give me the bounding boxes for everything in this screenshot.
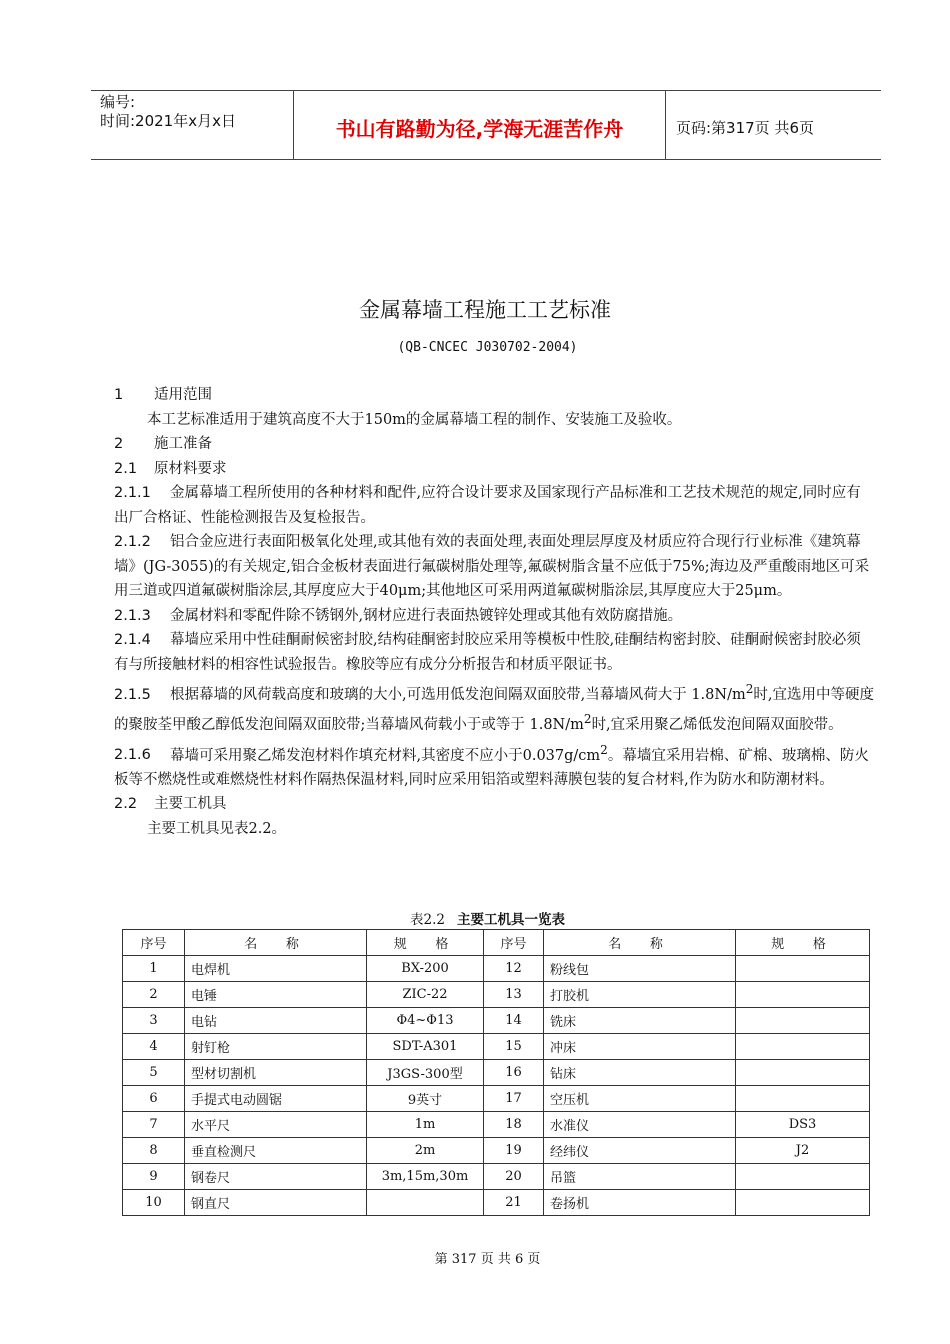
- clause-text: 时,宜采用聚乙烯低发泡间隔双面胶带。: [591, 717, 843, 734]
- table-row: [123, 1164, 870, 1190]
- row-number: 12: [484, 956, 544, 982]
- paragraph: [114, 481, 874, 530]
- tool-name: 电锤: [185, 982, 367, 1008]
- paragraph: 主要工机具见表2.2。: [147, 820, 287, 837]
- table-row: [123, 1060, 870, 1086]
- section-number: 2.2: [114, 796, 138, 813]
- tool-name: 电焊机: [185, 956, 367, 982]
- tool-name: 手提式电动圆锯: [185, 1086, 367, 1112]
- tool-spec: 9英寸: [367, 1086, 484, 1112]
- row-number: 4: [123, 1034, 185, 1060]
- table-caption-title: 主要工机具一览表: [456, 912, 565, 928]
- tool-name: 钢直尺: [185, 1190, 367, 1216]
- doc-number-label: 编号:: [100, 93, 136, 111]
- page-footer: 第 317 页 共 6 页: [434, 1252, 541, 1267]
- row-number: 13: [484, 982, 544, 1008]
- clause-text: 金属材料和零配件除不锈钢外,钢材应进行表面热镀锌处理或其他有效防腐措施。: [170, 607, 683, 624]
- column-header: 名 称: [544, 930, 736, 956]
- table-row: [123, 1008, 870, 1034]
- column-header: 序号: [484, 930, 544, 956]
- row-number: 7: [123, 1112, 185, 1138]
- tool-name: 射钉枪: [185, 1034, 367, 1060]
- column-header: 规 格: [736, 930, 870, 956]
- column-header: 规 格: [367, 930, 484, 956]
- table-row: [123, 1138, 870, 1164]
- row-number: 14: [484, 1008, 544, 1034]
- clause-text: 时,宜选用中等硬度的聚胺荃甲酸乙醇低发泡间隔双面胶带;当幕墙风荷载小于或等于 1.8N/m: [114, 686, 875, 734]
- table-row: [123, 956, 870, 982]
- clause-text: 幕墙应采用中性硅酮耐候密封胶,结构硅酮密封胶应采用等模板中性胶,硅酮结构密封胶、硅酮耐候密封胶必须有与所接触材料的相容性试验报告。橡胶等应有成分分析报告和材质平限证书。: [114, 632, 861, 673]
- section-title: 施工准备: [154, 436, 212, 452]
- section-heading: [114, 457, 874, 482]
- tool-spec: DS3: [736, 1112, 870, 1138]
- superscript: 2: [600, 742, 608, 757]
- tool-name: 打胶机: [544, 982, 736, 1008]
- clause-number: 2.1.4: [114, 632, 151, 648]
- tool-name: 空压机: [544, 1086, 736, 1112]
- clause-number: 2.1.3: [114, 607, 151, 624]
- header-divider: [665, 91, 666, 159]
- row-number: 16: [484, 1060, 544, 1086]
- tool-spec: J3GS-300型: [367, 1060, 484, 1086]
- section-number: 1: [114, 387, 124, 403]
- section-title: 原材料要求: [154, 460, 227, 477]
- row-number: 18: [484, 1112, 544, 1138]
- tool-spec: [367, 1190, 484, 1216]
- header-motto: 书山有路勤为径,学海无涯苦作舟: [335, 117, 624, 141]
- table-caption: [0, 908, 950, 928]
- table-caption-number: 表2.2: [410, 912, 445, 928]
- tools-table: [122, 929, 870, 1216]
- paragraph: [114, 677, 874, 738]
- tool-spec: 3m,15m,30m: [367, 1164, 484, 1190]
- section-title: 主要工机具: [154, 796, 227, 813]
- tool-spec: [736, 956, 870, 982]
- row-number: 1: [123, 956, 185, 982]
- tool-name: 钢卷尺: [185, 1164, 367, 1190]
- row-number: 3: [123, 1008, 185, 1034]
- tool-name: 吊篮: [544, 1164, 736, 1190]
- document-code: (QB-CNCEC J030702-2004): [397, 340, 578, 355]
- row-number: 19: [484, 1138, 544, 1164]
- page-header: [91, 90, 881, 160]
- clause-text: 。幕墙宜采用岩棉、矿棉、玻璃棉、防火板等不燃烧性或难燃烧性材料作隔热保温材料,同时应采用铝箔或塑料薄膜包装的复合材料,作为防水和防潮材料。: [114, 747, 869, 788]
- tool-name: 铣床: [544, 1008, 736, 1034]
- row-number: 5: [123, 1060, 185, 1086]
- clause-number: 2.1.1: [114, 485, 151, 501]
- table-row: [123, 1190, 870, 1216]
- clause-number: 2.1.5: [114, 686, 151, 703]
- tool-name: 水准仪: [544, 1112, 736, 1138]
- section-heading: [114, 432, 874, 457]
- row-number: 2: [123, 982, 185, 1008]
- superscript: 2: [745, 682, 754, 696]
- table-header-row: [123, 930, 870, 956]
- tool-name: 冲床: [544, 1034, 736, 1060]
- tool-spec: [736, 1060, 870, 1086]
- tool-spec: [736, 982, 870, 1008]
- row-number: 20: [484, 1164, 544, 1190]
- doc-date: 时间:2021年x月x日: [100, 112, 236, 130]
- clause-text: 根据幕墙的风荷载高度和玻璃的大小,可选用低发泡间隔双面胶带,当幕墙风荷大于 1.8N/m: [170, 686, 746, 703]
- tool-spec: Φ4~Φ13: [367, 1008, 484, 1034]
- table-row: [123, 1112, 870, 1138]
- tool-name: 经纬仪: [544, 1138, 736, 1164]
- tool-spec: ZIC-22: [367, 982, 484, 1008]
- row-number: 9: [123, 1164, 185, 1190]
- tool-spec: SDT-A301: [367, 1034, 484, 1060]
- column-header: 序号: [123, 930, 185, 956]
- row-number: 8: [123, 1138, 185, 1164]
- paragraph: [114, 738, 874, 793]
- section-heading: [114, 792, 874, 817]
- tool-spec: 1m: [367, 1112, 484, 1138]
- tool-name: 水平尺: [185, 1112, 367, 1138]
- clause-text: 铝合金应进行表面阳极氧化处理,或其他有效的表面处理,表面处理层厚度及材质应符合现行行业标准《建筑幕墙》(JG-3055)的有关规定,铝合金板材表面进行氟碳树脂处理等,氟碳树脂含量不应低于75%;海边及严重酸雨地区可采用三道或四道氟碳树脂涂层,其厚度应大于40μm;其他地区可采用两道氟碳树脂涂层,其厚度应大于25μm。: [114, 534, 870, 599]
- header-meta: [100, 93, 236, 131]
- clause-text: 金属幕墙工程所使用的各种材料和配件,应符合设计要求及国家现行产品标准和工艺技术规范的规定,同时应有出厂合格证、性能检测报告及复检报告。: [114, 485, 861, 526]
- document-title: 金属幕墙工程施工工艺标准: [359, 298, 611, 322]
- tool-spec: [736, 1086, 870, 1112]
- tool-spec: [736, 1190, 870, 1216]
- section-title: 适用范围: [154, 387, 212, 403]
- header-page-info: 页码:第317页 共6页: [676, 119, 814, 137]
- tool-name: 型材切割机: [185, 1060, 367, 1086]
- clause-number: 2.1.6: [114, 747, 151, 764]
- paragraph: [114, 604, 874, 629]
- section-number: 2.1: [114, 460, 138, 477]
- section-number: 2: [114, 436, 124, 452]
- tool-spec: [736, 1164, 870, 1190]
- row-number: 15: [484, 1034, 544, 1060]
- tool-spec: BX-200: [367, 956, 484, 982]
- row-number: 10: [123, 1190, 185, 1216]
- column-header: 名 称: [185, 930, 367, 956]
- tool-name: 粉线包: [544, 956, 736, 982]
- table-row: [123, 1086, 870, 1112]
- superscript: 2: [583, 712, 592, 727]
- tool-spec: J2: [736, 1138, 870, 1164]
- paragraph: 本工艺标准适用于建筑高度不大于150m的金属幕墙工程的制作、安装施工及验收。: [147, 411, 682, 428]
- row-number: 6: [123, 1086, 185, 1112]
- table-row: [123, 1034, 870, 1060]
- document-body: [114, 383, 874, 841]
- paragraph: [114, 530, 874, 604]
- row-number: 17: [484, 1086, 544, 1112]
- tool-spec: 2m: [367, 1138, 484, 1164]
- row-number: 21: [484, 1190, 544, 1216]
- clause-text: 幕墙可采用聚乙烯发泡材料作填充材料,其密度不应小于0.037g/cm: [170, 747, 601, 764]
- table-row: [123, 982, 870, 1008]
- tool-name: 卷扬机: [544, 1190, 736, 1216]
- tool-spec: [736, 1008, 870, 1034]
- tool-spec: [736, 1034, 870, 1060]
- paragraph: [114, 628, 874, 677]
- tool-name: 钻床: [544, 1060, 736, 1086]
- clause-number: 2.1.2: [114, 534, 151, 550]
- section-heading: [114, 383, 874, 408]
- tool-name: 垂直检测尺: [185, 1138, 367, 1164]
- tool-name: 电钻: [185, 1008, 367, 1034]
